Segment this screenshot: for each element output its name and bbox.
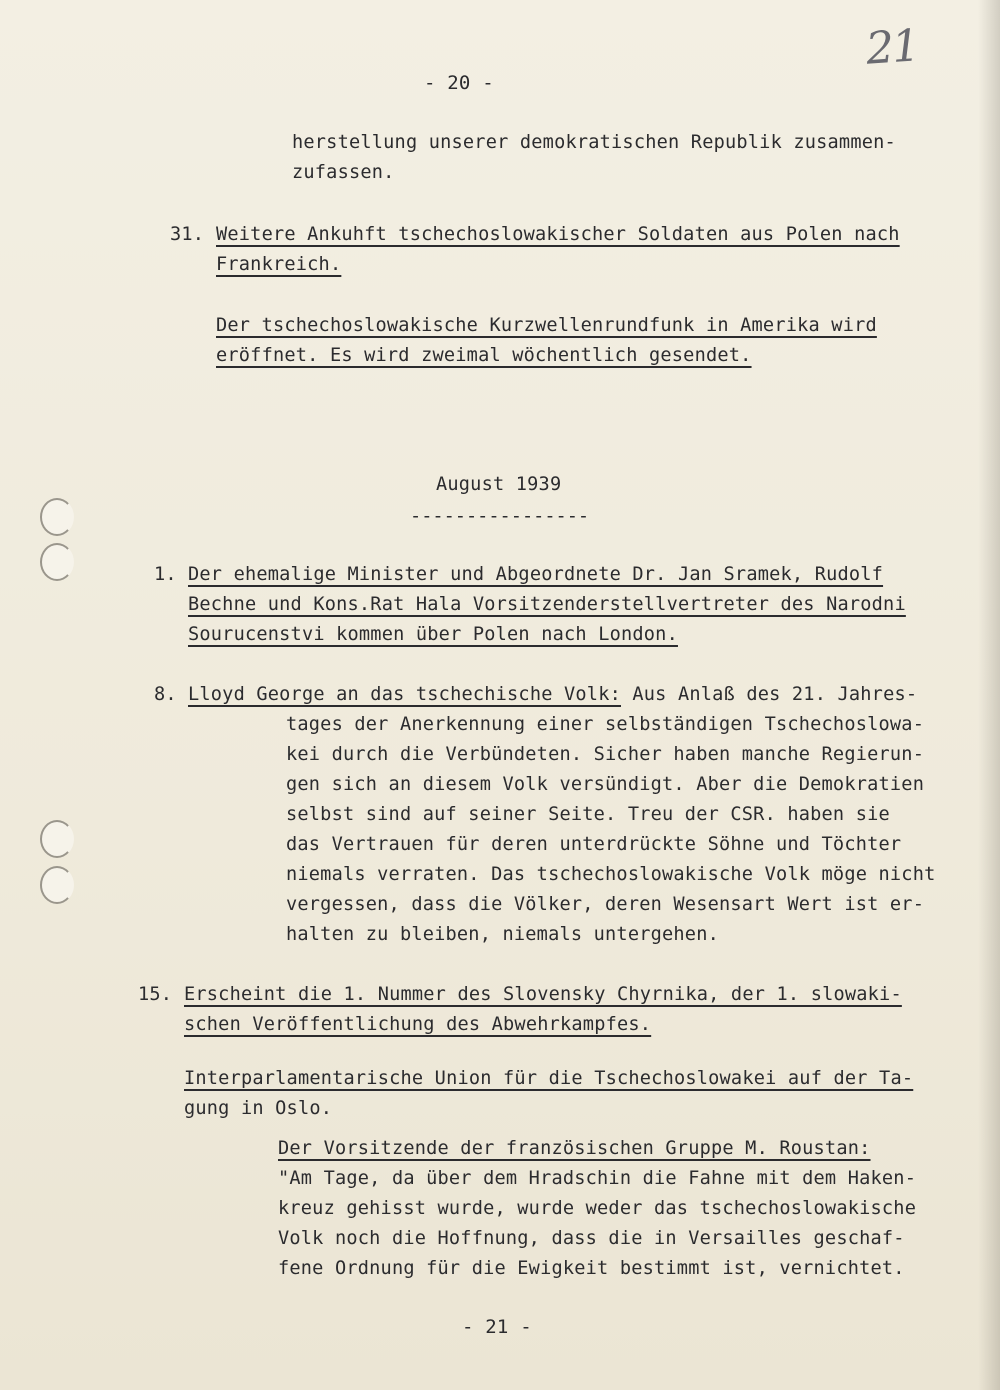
text-line-underlined: Interparlamentarische Union für die Tschechoslowakei auf der Ta- [184, 1068, 914, 1089]
section-rule: ---------------- [410, 506, 590, 527]
text-line-underlined: schen Veröffentlichung des Abwehrkampfes. [184, 1014, 652, 1035]
text-line: zufassen. [292, 162, 395, 183]
text-line-underlined: Weitere Ankuhft tschechoslowakischer Soldaten aus Polen nach [216, 224, 900, 245]
text-line: niemals verraten. Das tschechoslowakische Volk möge nicht [286, 864, 936, 885]
text-line: gung in Oslo. [184, 1098, 333, 1119]
punch-hole-icon [40, 543, 74, 581]
punch-hole-icon [40, 498, 74, 536]
page-edge-shadow [978, 0, 1000, 1390]
text-line: vergessen, dass die Völker, deren Wesensart Wert ist er- [286, 894, 925, 915]
text-line: gen sich an diesem Volk versündigt. Aber die Demokratien [286, 774, 925, 795]
text-run: Aus Anlaß des 21. Jahres- [621, 684, 918, 705]
handwritten-page-number: 21 [864, 20, 920, 75]
text-line-underlined: Erscheint die 1. Nummer des Slovensky Chyrnika, der 1. slowaki- [184, 984, 902, 1005]
text-line: herstellung unserer demokratischen Republik zusammen- [292, 132, 896, 153]
text-line: kreuz gehisst wurde, wurde weder das tschechoslowakische [278, 1198, 917, 1219]
text-line-underlined: Sourucenstvi kommen über Polen nach London. [188, 624, 678, 645]
entry-number: 1. [154, 564, 177, 585]
footer-page-number: - 21 - [462, 1316, 532, 1338]
entry-number: 15. [138, 984, 173, 1005]
text-line: kei durch die Verbündeten. Sicher haben manche Regierun- [286, 744, 925, 765]
text-line-underlined: Frankreich. [216, 254, 342, 275]
text-line: selbst sind auf seiner Seite. Treu der CSR. haben sie [286, 804, 890, 825]
punch-hole-icon [40, 820, 74, 858]
header-page-number: - 20 - [424, 72, 494, 94]
text-line-underlined: Der tschechoslowakische Kurzwellenrundfunk in Amerika wird [216, 315, 877, 336]
text-line: das Vertrauen für deren unterdrückte Söhne und Töchter [286, 834, 902, 855]
text-line [188, 680, 917, 710]
text-line: halten zu bleiben, niemals untergehen. [286, 924, 719, 945]
text-line: "Am Tage, da über dem Hradschin die Fahne mit dem Haken- [278, 1168, 917, 1189]
text-line: tages der Anerkennung einer selbständigen Tschechoslowa- [286, 714, 925, 735]
text-line-underlined: Der Vorsitzende der französischen Gruppe M. Roustan: [278, 1138, 871, 1159]
entry-title: Lloyd George an das tschechische Volk: [188, 684, 621, 705]
text-line: Volk noch die Hoffnung, dass die in Versailles geschaf- [278, 1228, 905, 1249]
text-line-underlined: Der ehemalige Minister und Abgeordnete Dr. Jan Sramek, Rudolf [188, 564, 884, 585]
entry-number: 31. [170, 224, 205, 245]
section-heading: August 1939 [436, 474, 562, 495]
punch-hole-icon [40, 866, 74, 904]
text-line: fene Ordnung für die Ewigkeit bestimmt ist, vernichtet. [278, 1258, 905, 1279]
text-line-underlined: Bechne und Kons.Rat Hala Vorsitzenderstellvertreter des Narodni [188, 594, 906, 615]
text-line-underlined: eröffnet. Es wird zweimal wöchentlich gesendet. [216, 345, 752, 366]
entry-number: 8. [154, 684, 177, 705]
